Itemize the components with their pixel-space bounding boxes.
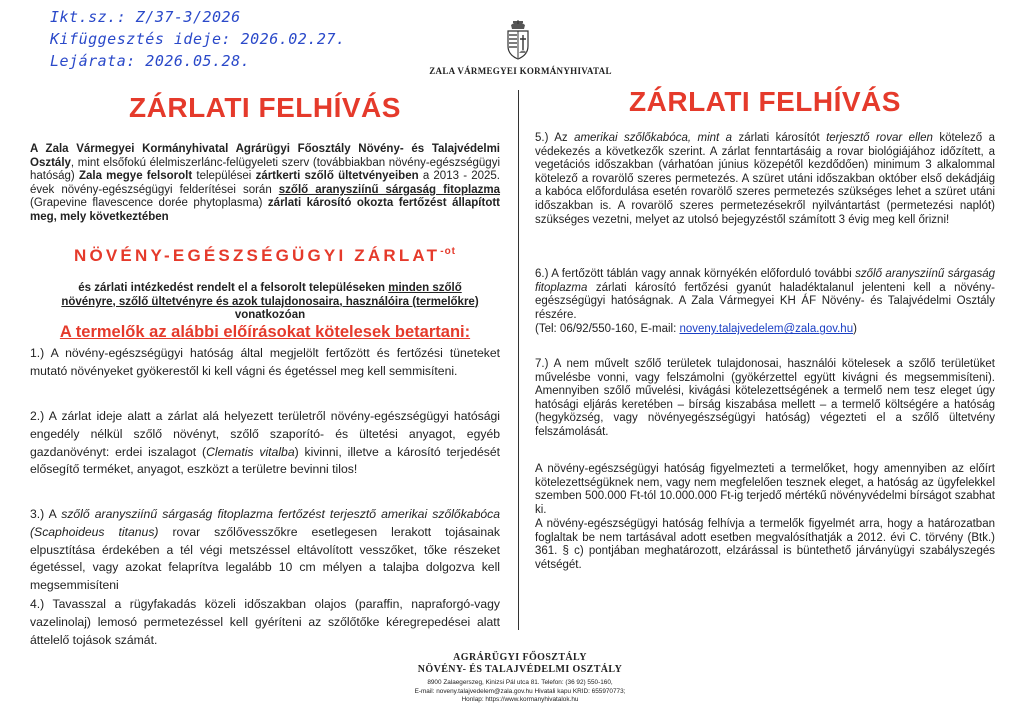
rule-5-text-1: 5.) Az (535, 132, 575, 144)
measure-paragraph (60, 282, 480, 323)
rule-2-latin: Clematis vitalba (206, 444, 295, 459)
rule-4: 4.) Tavasszal a rügyfakadás közeli időszakban olajos (paraffin, napraforgó-vagy vazelinolaj) lemosó permetezéssel kell gyéríteni az szőlőtőke kéregrepedései alatt áttelelő tojások számát. (30, 597, 500, 647)
intro-latin: (Grapevine flavescence dorée phytoplasma) (30, 197, 268, 210)
rule-7: 7.) A nem művelt szőlő területek tulajdonosai, használói kötelesek a szőlő területüket művelésbe vonni, vagy felszámolni (gyökérzettel együtt kivágni és megsemmisíteni). Amennyiben szőlő művelési, kivágási kötelezettségének a termelő nem tesz eleget úgy hatósági eljárás keretében – bírság kiszabása mellett – a termelő költségére a hatóság (hegyközség, vagy növényegészségügyi hatóság) végezteti el a szőlő ültetvény felszámolását. (535, 358, 995, 438)
intro-text-3: a 2013 - 2025. évek növény-egészségügyi felderítései során (30, 170, 501, 196)
quarantine-heading-main: NÖVÉNY-EGÉSZSÉGÜGYI ZÁRLAT (73, 246, 441, 265)
footer-email: E-mail: noveny.talajvedelem@zala.gov.hu Hivatali kapu KRID: 655970773; (414, 687, 626, 695)
office-name: ZALA VÁRMEGYEI KORMÁNYHIVATAL (429, 66, 612, 76)
rule-2-text-1: 2.) A zárlat ideje alatt a zárlat alá helyezett területről növény-egészségügyi hatósági engedély nélkül szőlő növényt, szőlő szaporító- és ültetési anyagot, egyéb gazdanövényt: erdei iszalagot ( (30, 409, 500, 459)
warning-paragraph: A növény-egészségügyi hatóság figyelmezteti a termelőket, hogy amennyiben az előírt kötelezettségüknek nem, vagy nem megfelelően tesznek eleget, a hatóság az ügyfelekkel szemben 500.000 Ft-tól 10.000.000 Ft-ig terjedő mértékű növényvédelmi bírságot szabhat ki. (535, 463, 995, 516)
rule-1: 1.) A növény-egészségügyi hatóság által megjelölt fertőzött és fertőzési tüneteket mutató növényeket gyökerestől ki kell vágni és égetéssel meg kell semmisíteni. (30, 346, 500, 378)
footer-division: NÖVÉNY- ÉS TALAJVÉDELMI OSZTÁLY (417, 664, 623, 675)
intro-text-2: települései (192, 170, 256, 183)
measure-text-1: és zárlati intézkedést rendelt el a felsorolt településeken (78, 282, 389, 294)
footer (380, 652, 660, 705)
rule-3 (30, 506, 500, 595)
producers-heading: A termelők az alábbi előírásokat kötelesek betartani: (59, 323, 471, 341)
column-divider (518, 90, 519, 630)
footer-website: Honlap: https://www.kormanyhivatalok.hu (461, 696, 579, 704)
right-title: ZÁRLATI FELHÍVÁS (629, 86, 901, 117)
rule-6-contact (535, 323, 995, 337)
rule-3-text-2: rovar szőlővesszőkre esetlegesen lerakott tojásainak elpusztítása érdekében a tél végi metszéssel eltávolított vesszőket, tőke részeket égetéssel, vagy azokat felaprítva legalább 10 cm mélyen a talajba dolgozva kell megsemmisíteni (30, 524, 500, 593)
quarantine-heading (30, 246, 500, 266)
rule-3-text-1: 3.) A (30, 507, 62, 521)
rule-6 (535, 268, 995, 337)
rule-5-text-3: kötelező a védekezés a következők szerint. A zárlat fenntartásáig a rovar biológiájához időzített, a vegetációs időszakban (várhatóan június közepétől kezdődően) minimum 3 alkalommal kötelező a rovarölő szeres permetezés. A szüret utáni időszakban október első dekádjáig a kabóca előfordulása esetén rovarölő szeres permetezés szükséges lehet a szüret utáni időszakban is. A rovarölő szeres permetezésekről nyilvántartást (permetezési naplót) szükséges vezetni, melyet az utolsó bejegyzéstől számított 3 évig meg kell őrizni! (535, 132, 995, 226)
coat-of-arms-icon (505, 20, 531, 60)
measure-text-2: vonatkozóan (234, 309, 306, 322)
handwritten-posting-date: Kifüggesztés ideje: 2026.02.27. (50, 30, 346, 48)
rule-6-text-1: 6.) A fertőzött táblán vagy annak környékén előforduló további (535, 268, 856, 280)
footer-address: 8900 Zalaegerszeg, Kinizsi Pál utca 81. Telefon: (36 92) 550-160, (427, 679, 613, 686)
intro-text-1: , mint elsőfokú élelmiszerlánc-felügyeleti szerv (továbbiakban növény-egészségügyi hatóság) (30, 156, 500, 183)
rule-2-text-2: ) kivinni, illetve a károsító terjedését elősegítő terméket, anyagot, eszközt a területre bevinni tilos! (30, 444, 500, 477)
handwritten-expiry-date: Lejárata: 2026.05.28. (50, 52, 251, 70)
email-link[interactable]: noveny.talajvedelem@zala.gov.hu (679, 323, 854, 336)
rule-5-text-2: zárlati károsítót (732, 132, 827, 144)
intro-vineyards: zártkerti szőlő ültetvényeiben (255, 170, 419, 183)
footer-department: AGRÁRÜGYI FŐOSZTÁLY (453, 652, 587, 663)
handwritten-reference-number: Ikt.sz.: Z/37-3/2026 (50, 8, 241, 26)
intro-conclusion: zárlati károsító okozta fertőzést állapított meg, mely következtében (30, 197, 501, 223)
measure-scope: minden szőlő növényre, szőlő ültetvényre és azok tulajdonosaira, használóira (termelőkre) (61, 282, 479, 308)
intro-paragraph (30, 143, 500, 225)
rule-5 (535, 132, 995, 227)
rule-6-pathogen: szőlő aranysziínű sárgaság fitoplazma (535, 268, 996, 294)
rule-3-vector: szőlő aranysziínű sárgaság fitoplazma fertőzést terjesztő amerikai szőlőkabóca (Scaphoideus titanus) (30, 507, 501, 539)
intro-office: A Zala Vármegyei Kormányhivatal Agrárügyi Főosztály Növény- és Talajvédelmi Osztály (30, 143, 500, 169)
rule-6-phone: (Tel: 06/92/550-160, E-mail: (535, 323, 680, 336)
intro-county: Zala megye felsorolt (78, 170, 193, 183)
rule-6-contact-close: ) (853, 323, 857, 336)
left-title: ZÁRLATI FELHÍVÁS (129, 92, 401, 123)
rule-5-vector: amerikai szőlőkabóca, mint a (574, 132, 733, 144)
quarantine-heading-suffix: -ot (440, 246, 457, 257)
legal-paragraph: A növény-egészségügyi hatóság felhívja a termelők figyelmét arra, hogy a határozatban foglaltak be nem tartásával adott esetben megvalósíthatják a 2012. évi C. törvény (Btk.) 361. § c) pontjában meghatározott, elzárással is büntethető járványügyi szabályszegés vétségét. (535, 518, 995, 571)
rule-6-text-2: zárlati károsító fertőzési gyanút haladéktalanul jelenteni kell a növény-egészségügyi hatóságnak. A Zala Vármegyei KH ÁF Növény- és Talajvédelmi Osztály részére. (535, 281, 995, 321)
intro-pathogen: szőlő aranysziínű sárgaság fitoplazma (278, 183, 500, 196)
rule-2 (30, 408, 500, 479)
rule-5-insect: terjesztő rovar ellen (826, 132, 933, 144)
